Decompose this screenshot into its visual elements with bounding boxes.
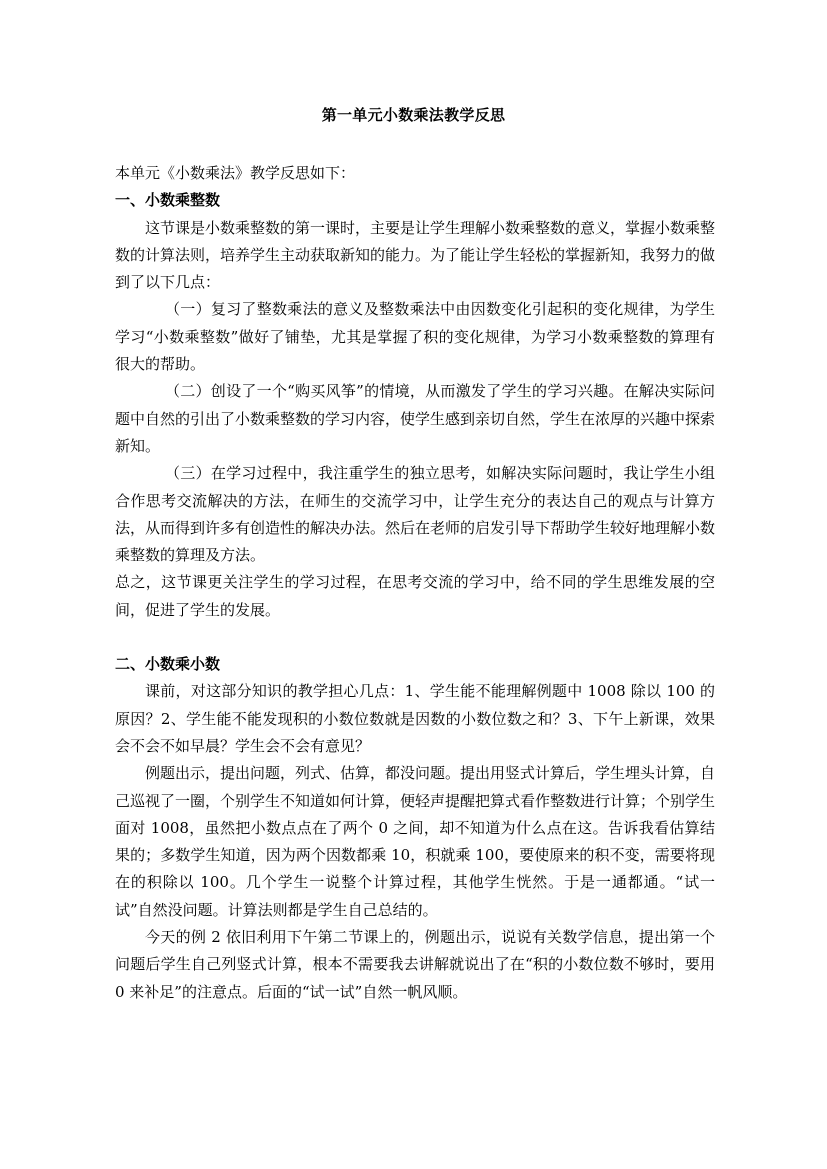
intro-paragraph: 本单元《小数乘法》教学反思如下： — [115, 164, 356, 182]
document-body — [115, 160, 715, 1006]
section-1-point-1: （一）复习了整数乘法的意义及整数乘法中由因数变化引起积的变化规律，为学生学习“小数乘整数”做好了铺垫，尤其是掌握了积的变化规律，为学习小数乘整数的算理有很大的帮助。 — [115, 300, 715, 374]
section-1-paragraph-1: 这节课是小数乘整数的第一课时，主要是让学生理解小数乘整数的意义，掌握小数乘整数的计算法则，培养学生主动获取新知的能力。为了能让学生轻松的掌握新知，我努力的做到了以下几点： — [115, 218, 716, 292]
section-2-paragraph-2: 例题出示，提出问题，列式、估算，都没问题。提出用竖式计算后，学生埋头计算，自己巡视了一圈，个别学生不知道如何计算，便轻声提醒把算式看作整数进行计算；个别学生面对 1008，虽然把小数点点在了两个 0 之间，却不知道为什么点在这。告诉我看估算结果的；多数学生知道，因为两个因数都乘 10，积就乘 100，要使原来的积不变，需要将现在的积除以 100。几个学生一说整个计算过程，其他学生恍然。于是一通都通。“试一试”自然没问题。计算法则都是学生自己总结的。 — [115, 764, 716, 919]
section-1-point-3: （三）在学习过程中，我注重学生的独立思考，如解决实际问题时，我让学生小组合作思考交流解决的方法，在师生的交流学习中，让学生充分的表达自己的观点与计算方法，从而得到许多有创造性的解决办法。然后在老师的启发引导下帮助学生较好地理解小数乘整数的算理及方法。 — [115, 464, 716, 565]
section-1-summary: 总之，这节课更关注学生的学习过程，在思考交流的学习中，给不同的学生思维发展的空间，促进了学生的发展。 — [115, 573, 715, 619]
section-1-point-2: （二）创设了一个“购买风筝”的情境，从而激发了学生的学习兴趣。在解决实际问题中自然的引出了小数乘整数的学习内容，使学生感到亲切自然，学生在浓厚的兴趣中探索新知。 — [115, 382, 716, 455]
document-title: 第一单元小数乘法教学反思 — [321, 106, 506, 124]
section-spacer — [115, 624, 715, 651]
section-2-heading: 二、小数乘小数 — [115, 655, 221, 674]
section-1-heading: 一、小数乘整数 — [115, 191, 221, 210]
section-2-paragraph-1: 课前，对这部分知识的教学担心几点：1、学生能不能理解例题中 1008 除以 100 的原因？2、学生能不能发现积的小数位数就是因数的小数位数之和？3、下午上新课，效果会不会不如早晨？学生会不会有意见？ — [115, 682, 715, 755]
section-2-paragraph-3: 今天的例 2 依旧利用下午第二节课上的，例题出示，说说有关数学信息，提出第一个问题后学生自己列竖式计算，根本不需要我去讲解就说出了在“积的小数位数不够时，要用 0 来补足”的注意点。后面的“试一试”自然一帆风顺。 — [115, 928, 715, 1001]
